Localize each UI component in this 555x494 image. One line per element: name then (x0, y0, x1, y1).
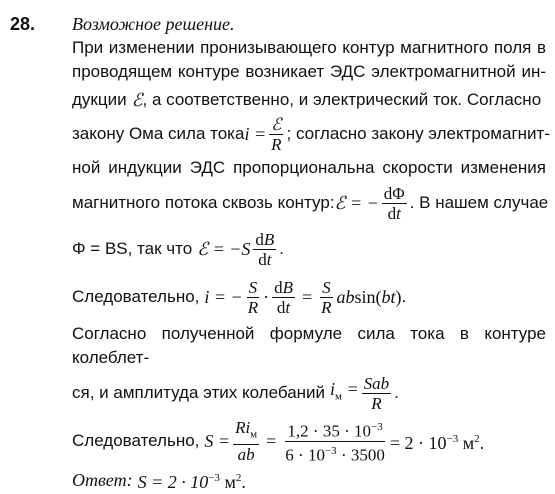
text-segment: . (279, 239, 285, 258)
fraction-db-dt: $\frac{dB}{dt}$ (255, 229, 275, 269)
p2-line (72, 226, 546, 272)
formula-s-lhs: S = (204, 431, 231, 451)
fraction-db-dt-2: $\frac{dB}{dt}$ (274, 277, 293, 317)
text-segment: . (401, 287, 407, 306)
formula-faraday: ℰ = − (334, 193, 379, 213)
answer-value: $S = 2 \cdot 10^{-3}$ $м^2$. (137, 472, 246, 492)
p5-line: Следовательно, S = $\frac{Ri_м}{ab}$ = $\frac{1,2 \cdot 35 \cdot 10^{-3}}{6 \cdot 10^{-3} \cdot 3500}$ = $2 \cdot 10^{-3}$ $м^2$. (72, 417, 485, 465)
denominator-exp: −3 (324, 444, 337, 457)
fraction-sab-r: $\frac{\text{Sab}}{R}$ (363, 373, 390, 413)
text-segment: Φ = BS, так что (72, 239, 193, 258)
fraction-numeric (283, 418, 387, 464)
text-segment: . (394, 383, 399, 402)
formula-amplitude: $i_м$ = (330, 379, 359, 403)
formula-sin: absin(bt) (336, 287, 402, 307)
numerator-exp: −3 (371, 420, 383, 433)
emf-symbol: ℰ (131, 90, 143, 110)
text-segment: Следовательно, (72, 431, 200, 450)
solution-text (72, 12, 550, 494)
text-segment: , а соответственно, и электрический ток. Согласно (142, 90, 542, 109)
solution-title: Возможное решение. (72, 14, 235, 34)
result-value: = $2 \cdot 10^{-3}$ $м^2$. (389, 433, 485, 453)
p1-line3 (72, 88, 546, 112)
p1-line6 (72, 180, 549, 226)
text-segment: ся, и амплитуда этих колебаний (72, 383, 326, 402)
text-segment: Следовательно, (72, 287, 200, 306)
p1-line5: ной индукции ЭДС пропорциональна скорости изменения (72, 158, 546, 177)
answer-line (72, 466, 546, 494)
p1-line4 (72, 112, 550, 156)
p4-line2 (72, 370, 546, 416)
p4-line1: Согласно полученной формуле сила тока в контуре колеблет- (72, 324, 546, 367)
denominator-tail: · 3500 (336, 445, 385, 465)
denominator-value: 6 · 10 (285, 445, 325, 465)
answer-label: Ответ: (72, 470, 133, 490)
text-segment: закону Ома сила тока (72, 124, 245, 143)
fraction-dphi-dt: $\frac{d\Phi}{dt}$ (383, 183, 405, 223)
formula-current: i = − (204, 287, 243, 307)
text-segment: . В нашем случае (409, 193, 549, 212)
fraction-s-r: $\frac{S}{R}$ (247, 277, 259, 317)
p3-line: Следовательно, i = − $\frac{S}{R}$ · $\frac{dB}{dt}$ = $\frac{S}{R}$ absin(bt) . (72, 277, 407, 317)
fraction-emf-over-r: $\frac{\text{ℰ}}{R}$ (271, 114, 282, 154)
fraction-s-r-2: $\frac{S}{R}$ (321, 277, 332, 317)
numerator-value: 1,2 · 35 · 10 (287, 421, 371, 441)
p1-line1: При изменении пронизывающего контур магнитного поля в (72, 38, 546, 57)
formula-emf-bs: ℰ = −S (197, 239, 251, 259)
formula-ohm: i = (244, 124, 267, 144)
text-segment: дукции (72, 90, 127, 109)
fraction-rim-ab: $\frac{Ri_м}{ab}$ (235, 417, 258, 465)
p1-line2: проводящем контуре возникает ЭДС электромагнитной ин- (72, 62, 546, 81)
text-segment: ; согласно закону электромагнит- (286, 124, 550, 143)
text-segment: магнитного потока сквозь контур: (72, 193, 335, 212)
problem-number: 28. (10, 14, 36, 34)
